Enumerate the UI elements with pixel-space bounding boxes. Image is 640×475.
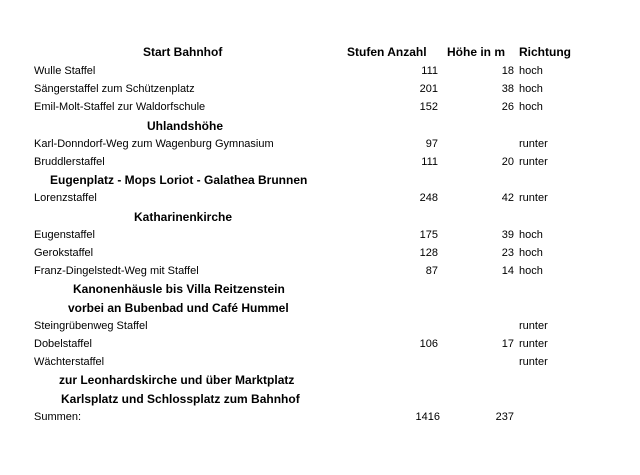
table-row — [0, 244, 640, 262]
row-richtung: hoch — [519, 247, 543, 259]
summen-hoehe: 237 — [495, 410, 514, 423]
section-heading-text: zur Leonhardskirche und über Marktplatz — [59, 373, 295, 388]
row-hoehe: 17 — [501, 338, 514, 350]
row-richtung: hoch — [519, 101, 543, 114]
section-heading-text: Kanonenhäusle bis Villa Reitzenstein — [73, 282, 285, 297]
row-stufen: 175 — [419, 228, 438, 241]
row-richtung: runter — [519, 319, 548, 332]
row-richtung: hoch — [519, 65, 543, 77]
table-row — [0, 317, 640, 335]
row-richtung: hoch — [519, 265, 543, 278]
header-stufen: Stufen Anzahl — [347, 45, 427, 59]
section-heading-text: vorbei an Bubenbad und Café Hummel — [68, 300, 289, 315]
table-row — [0, 80, 640, 98]
row-stufen: 97 — [425, 137, 438, 150]
table-row — [0, 189, 640, 207]
row-richtung: hoch — [519, 228, 543, 241]
row-richtung: hoch — [519, 83, 543, 96]
row-stufen: 152 — [419, 101, 438, 114]
row-name: Bruddlerstaffel — [34, 156, 105, 168]
table-row — [0, 62, 640, 80]
row-name: Sängerstaffel zum Schützenplatz — [34, 83, 195, 96]
table-row — [0, 135, 640, 153]
row-hoehe: 39 — [501, 228, 514, 241]
header-richtung: Richtung — [519, 45, 571, 59]
row-richtung: runter — [519, 137, 548, 150]
row-richtung: runter — [519, 356, 548, 369]
header-hoehe: Höhe in m — [447, 45, 506, 59]
row-name: Dobelstaffel — [34, 338, 92, 350]
row-richtung: runter — [519, 192, 548, 205]
header-start: Start Bahnhof — [143, 45, 223, 59]
row-name: Gerokstaffel — [34, 247, 94, 259]
row-stufen: 87 — [425, 265, 438, 278]
section-heading — [0, 117, 640, 136]
section-heading — [0, 390, 640, 409]
section-heading-text: Uhlandshöhe — [147, 118, 224, 133]
section-heading-text: Katharinenkirche — [134, 209, 233, 224]
table-row — [0, 353, 640, 371]
row-hoehe: 20 — [501, 156, 514, 168]
row-hoehe: 23 — [501, 247, 514, 259]
row-stufen: 111 — [421, 156, 438, 168]
section-heading-text: Karlsplatz und Schlossplatz zum Bahnhof — [61, 391, 300, 406]
row-name: Franz-Dingelstedt-Weg mit Staffel — [34, 265, 199, 278]
summen-stufen: 1416 — [415, 410, 440, 423]
section-heading — [0, 299, 640, 318]
summen-row — [0, 408, 640, 426]
row-name: Emil-Molt-Staffel zur Waldorfschule — [34, 101, 206, 114]
row-stufen: 201 — [419, 83, 438, 96]
table-row — [0, 153, 640, 171]
table-row — [0, 335, 640, 353]
row-hoehe: 26 — [501, 101, 514, 114]
row-richtung: runter — [519, 338, 548, 350]
row-richtung: runter — [519, 156, 548, 168]
row-hoehe: 38 — [501, 83, 514, 96]
summen-label: Summen: — [34, 410, 82, 423]
row-name: Eugenstaffel — [34, 228, 95, 241]
section-heading — [0, 280, 640, 299]
row-name: Wulle Staffel — [34, 65, 96, 77]
row-hoehe: 18 — [501, 65, 514, 77]
row-hoehe: 42 — [501, 192, 514, 205]
row-stufen: 106 — [419, 338, 438, 350]
table-row — [0, 98, 640, 116]
section-heading-text: Eugenplatz - Mops Loriot - Galathea Brunnen — [50, 173, 308, 188]
section-heading — [0, 208, 640, 227]
row-stufen: 128 — [419, 247, 438, 259]
row-name: Steingrübenweg Staffel — [34, 319, 148, 332]
section-heading — [0, 371, 640, 390]
row-stufen: 111 — [421, 65, 438, 77]
row-name: Karl-Donndorf-Weg zum Wagenburg Gymnasium — [34, 137, 274, 150]
row-name: Wächterstaffel — [34, 356, 105, 369]
row-hoehe: 14 — [501, 265, 514, 278]
table-row — [0, 226, 640, 244]
row-stufen: 248 — [419, 192, 438, 205]
row-name: Lorenzstaffel — [34, 192, 97, 205]
section-heading — [0, 171, 640, 190]
table-row — [0, 262, 640, 280]
